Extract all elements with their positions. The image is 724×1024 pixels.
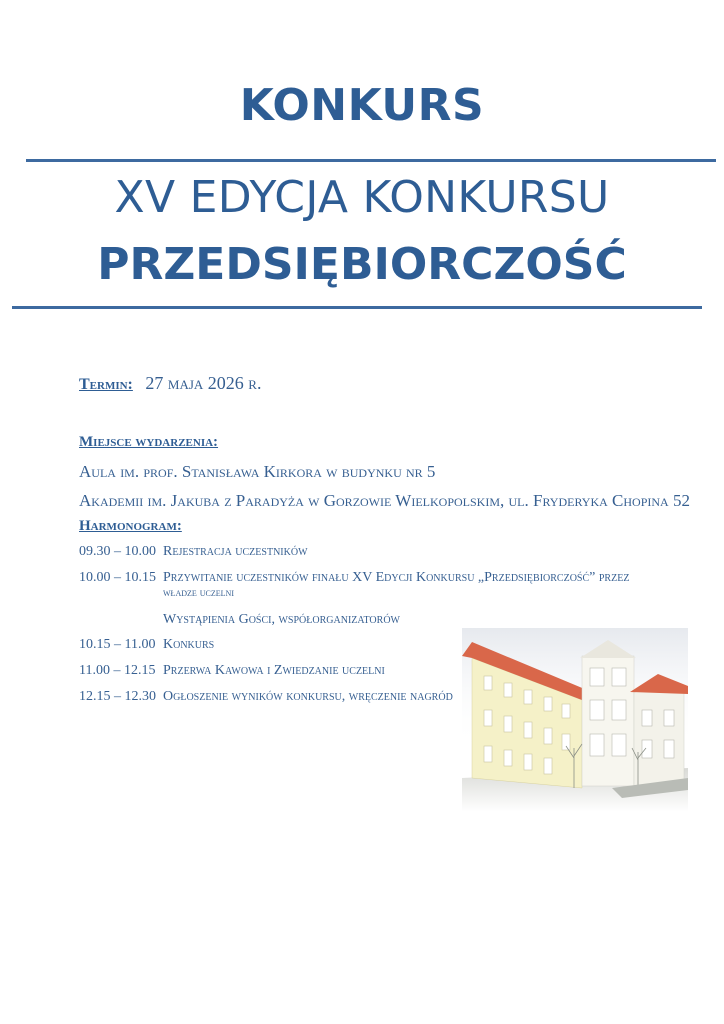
contest-name: PRZEDSIĘBIORCZOŚĆ xyxy=(97,239,627,290)
edition-heading: XV EDYCJA KONKURSU xyxy=(114,172,610,223)
schedule-desc-extra: Wystąpienia Gości, współorganizatorów xyxy=(163,612,400,627)
schedule-row xyxy=(79,544,308,560)
schedule-desc: Konkurs xyxy=(163,637,215,652)
schedule-desc: Rejestracja uczestników xyxy=(163,544,308,559)
schedule-label: Harmonogram: xyxy=(79,518,182,534)
term-value: 27 maja 2026 r. xyxy=(145,373,262,393)
schedule-row xyxy=(79,570,629,586)
schedule-desc: Przerwa Kawowa i Zwiedzanie uczelni xyxy=(163,663,385,678)
schedule-time: 10.15 – 11.00 xyxy=(79,637,156,652)
schedule-desc: Ogłoszenie wyników konkursu, wręczenie nagród xyxy=(163,689,453,704)
schedule-time: 12.15 – 12.30 xyxy=(79,689,156,704)
schedule-time: 09.30 – 10.00 xyxy=(79,544,156,559)
divider-top xyxy=(26,159,716,162)
venue-label: Miejsce wydarzenia: xyxy=(79,434,219,450)
schedule-desc: Przywitanie uczestników finału XV Edycji Konkursu „Przedsiębiorczość” przez xyxy=(163,570,630,585)
schedule-time: 10.00 – 10.15 xyxy=(79,570,156,585)
schedule-row xyxy=(79,663,385,679)
schedule-row xyxy=(79,689,453,705)
university-building-illustration xyxy=(462,628,688,812)
schedule-time: 11.00 – 12.15 xyxy=(79,663,156,678)
divider-bottom xyxy=(12,306,702,309)
venue-line-1: Aula im. prof. Stanisława Kirkora w budynku nr 5 xyxy=(79,462,436,481)
poster-title: KONKURS xyxy=(239,80,485,131)
venue-line-2: Akademii im. Jakuba z Paradyża w Gorzowie Wielkopolskim, ul. Fryderyka Chopina 52 xyxy=(79,491,690,510)
schedule-desc-continued: władze uczelni xyxy=(163,585,234,599)
term-line xyxy=(79,373,261,394)
term-label: Termin: xyxy=(79,376,133,393)
schedule-row xyxy=(79,637,214,653)
